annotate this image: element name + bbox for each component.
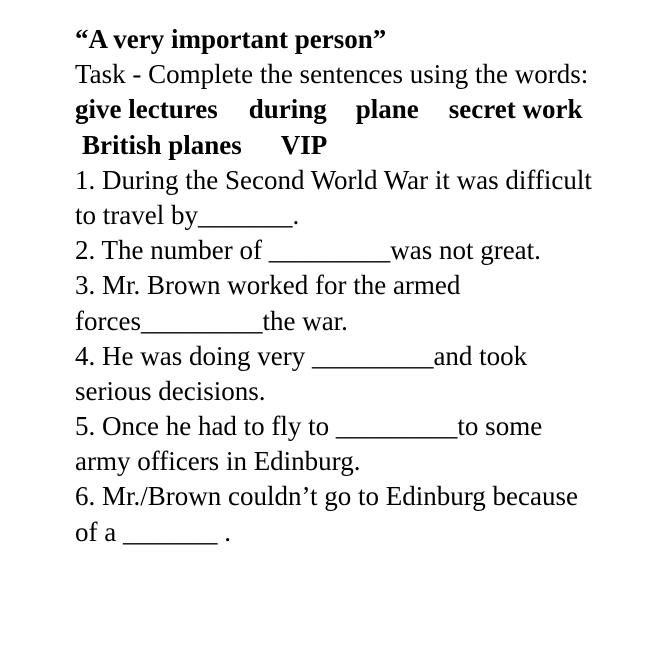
sentence-2: 2. The number of _________was not great. [75, 235, 541, 266]
sentence-6-line-2: of a _______ . [75, 516, 231, 547]
sentence-5-line-1: 5. Once he had to fly to _________to some [75, 411, 543, 442]
word-vip: VIP [280, 129, 328, 160]
sentence-6-line-1: 6. Mr./Brown couldn’t go to Edinburg because [75, 481, 578, 512]
word-bank-row-2 [75, 128, 662, 163]
sentence-3-line-1: 3. Mr. Brown worked for the armed [75, 270, 461, 301]
sentence-5-line-2: army officers in Edinburg. [75, 446, 361, 477]
word-secret-work: secret work [448, 94, 583, 125]
sentence-3-line-2: forces_________the war. [75, 305, 348, 336]
sentence-4-line-1: 4. He was doing very _________and took [75, 340, 528, 371]
sentence-1-line-1: 1. During the Second World War it was difficult [75, 164, 592, 195]
word-during: during [248, 94, 327, 125]
word-plane: plane [355, 94, 419, 125]
word-give-lectures: give lectures [75, 94, 218, 125]
worksheet-title: “A very important person” [75, 24, 387, 54]
sentence-4-line-2: serious decisions. [75, 375, 266, 406]
sentence-1-line-2: to travel by_______. [75, 199, 300, 230]
worksheet [75, 22, 662, 550]
word-bank-row-1 [75, 92, 662, 127]
word-british-planes: British planes [82, 129, 242, 160]
task-instruction: Task - Complete the sentences using the words: [75, 59, 589, 90]
